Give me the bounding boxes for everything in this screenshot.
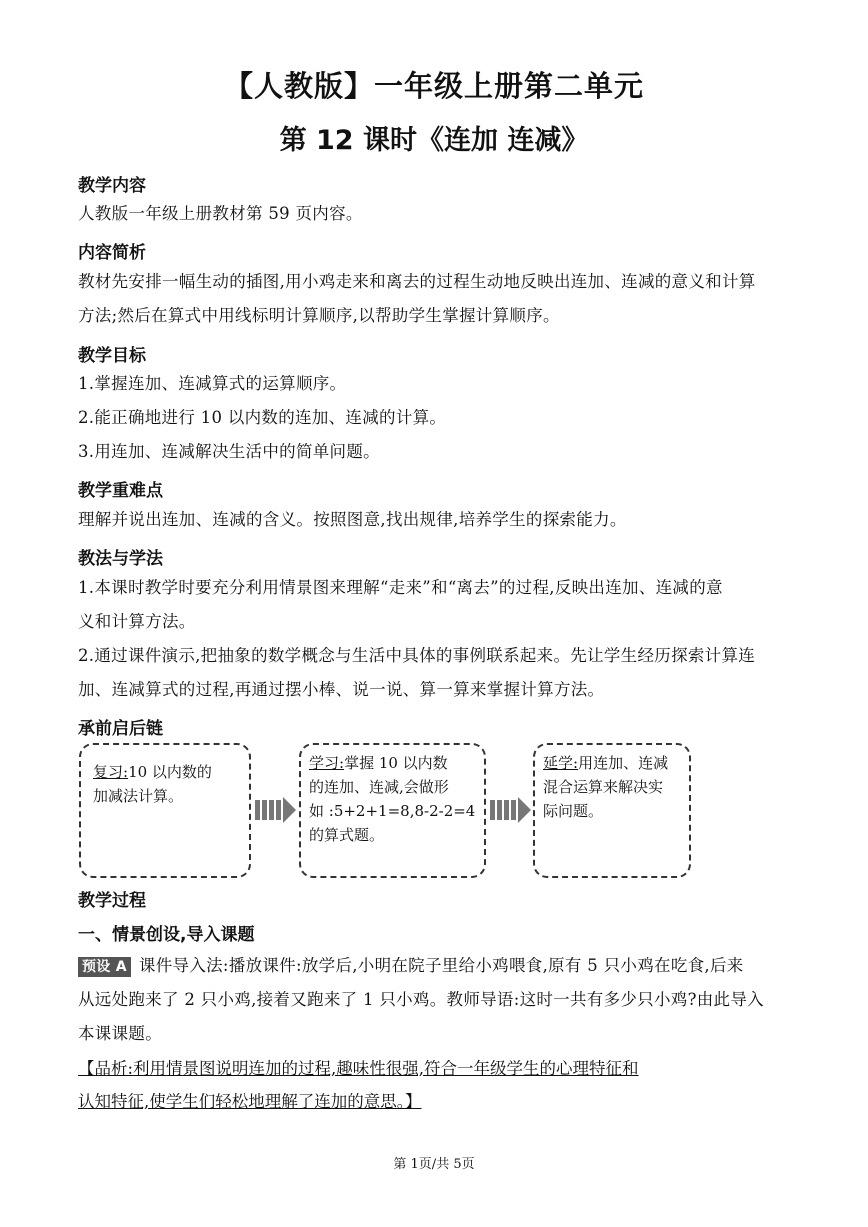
preview-line-1	[78, 949, 794, 983]
subheading-intro: 一、情景创设,导入课题	[78, 925, 255, 945]
content-analysis-line-1: 教材先安排一幅生动的插图,用小鸡走来和离去的过程生动地反映出连加、连减的意义和计算	[78, 272, 756, 291]
heading-teaching-content: 教学内容	[78, 176, 146, 196]
heading-teaching-goals: 教学目标	[78, 346, 146, 366]
learn-line-1: 掌握 10 以内数	[344, 754, 448, 772]
learn-label: 学习:	[309, 754, 345, 772]
heading-chain: 承前启后链	[78, 719, 163, 739]
extend-box	[533, 743, 691, 878]
methods-line-2: 义和计算方法。	[78, 612, 196, 631]
teaching-content-text: 人教版一年级上册教材第 59 页内容。	[78, 204, 363, 223]
review-text-1: 10 以内数的	[128, 763, 212, 781]
learn-line-3: 如 :5+2+1=8,8-2-2=4	[309, 802, 476, 820]
extend-line-3: 际问题。	[543, 802, 604, 820]
heading-methods: 教法与学法	[78, 549, 163, 569]
preview-line-3: 本课课题。	[78, 1024, 162, 1043]
extend-line-1: 用连加、连减	[578, 754, 669, 772]
heading-key-points: 教学重难点	[78, 481, 163, 501]
review-box	[79, 743, 251, 878]
goal-item-3: 3.用连加、连减解决生活中的简单问题。	[78, 442, 380, 461]
methods-line-3: 2.通过课件演示,把抽象的数学概念与生活中具体的事例联系起来。先让学生经历探索计算连	[78, 646, 756, 665]
analysis-line-1: 【品析:利用情景图说明连加的过程,趣味性很强,符合一年级学生的心理特征和	[78, 1059, 639, 1078]
preview-badge: 预设 A	[78, 957, 131, 977]
review-label: 复习:	[93, 763, 129, 781]
preview-line-2: 从远处跑来了 2 只小鸡,接着又跑来了 1 只小鸡。教师导语:这时一共有多少只小鸡?由此导入	[78, 990, 764, 1009]
methods-line-1: 1.本课时教学时要充分利用情景图来理解“走来”和“离去”的过程,反映出连加、连减的意	[78, 578, 723, 597]
heading-content-analysis: 内容简析	[78, 243, 146, 263]
extend-line-2: 混合运算来解决实	[543, 778, 664, 796]
methods-line-4: 加、连减算式的过程,再通过摆小棒、说一说、算一算来掌握计算方法。	[78, 680, 605, 699]
key-points-text: 理解并说出连加、连减的含义。按照图意,找出规律,培养学生的探索能力。	[78, 510, 627, 529]
preview-text-1: 课件导入法:播放课件:放学后,小明在院子里给小鸡喂食,原有 5 只小鸡在吃食,后来	[138, 956, 744, 975]
page-footer: 第 1页/共 5页	[393, 1157, 475, 1172]
goal-item-2: 2.能正确地进行 10 以内数的连加、连减的计算。	[78, 408, 447, 427]
extend-label: 延学:	[543, 754, 579, 772]
arrow-right-icon	[490, 797, 531, 823]
lesson-title: 第 12 课时《连加 连减》	[279, 125, 589, 156]
goal-item-1: 1.掌握连加、连减算式的运算顺序。	[78, 374, 347, 393]
analysis-line-2: 认知特征,使学生们轻松地理解了连加的意思。】	[78, 1092, 422, 1111]
page-title: 【人教版】一年级上册第二单元	[223, 69, 644, 103]
review-text-2: 加减法计算。	[93, 787, 184, 805]
learn-box	[299, 743, 486, 878]
heading-process: 教学过程	[78, 891, 146, 911]
learn-line-4: 的算式题。	[309, 826, 385, 844]
arrow-right-icon	[255, 797, 296, 823]
content-analysis-line-2: 方法;然后在算式中用线标明计算顺序,以帮助学生掌握计算顺序。	[78, 306, 560, 325]
learn-line-2: 的连加、连减,会做形	[309, 778, 449, 796]
